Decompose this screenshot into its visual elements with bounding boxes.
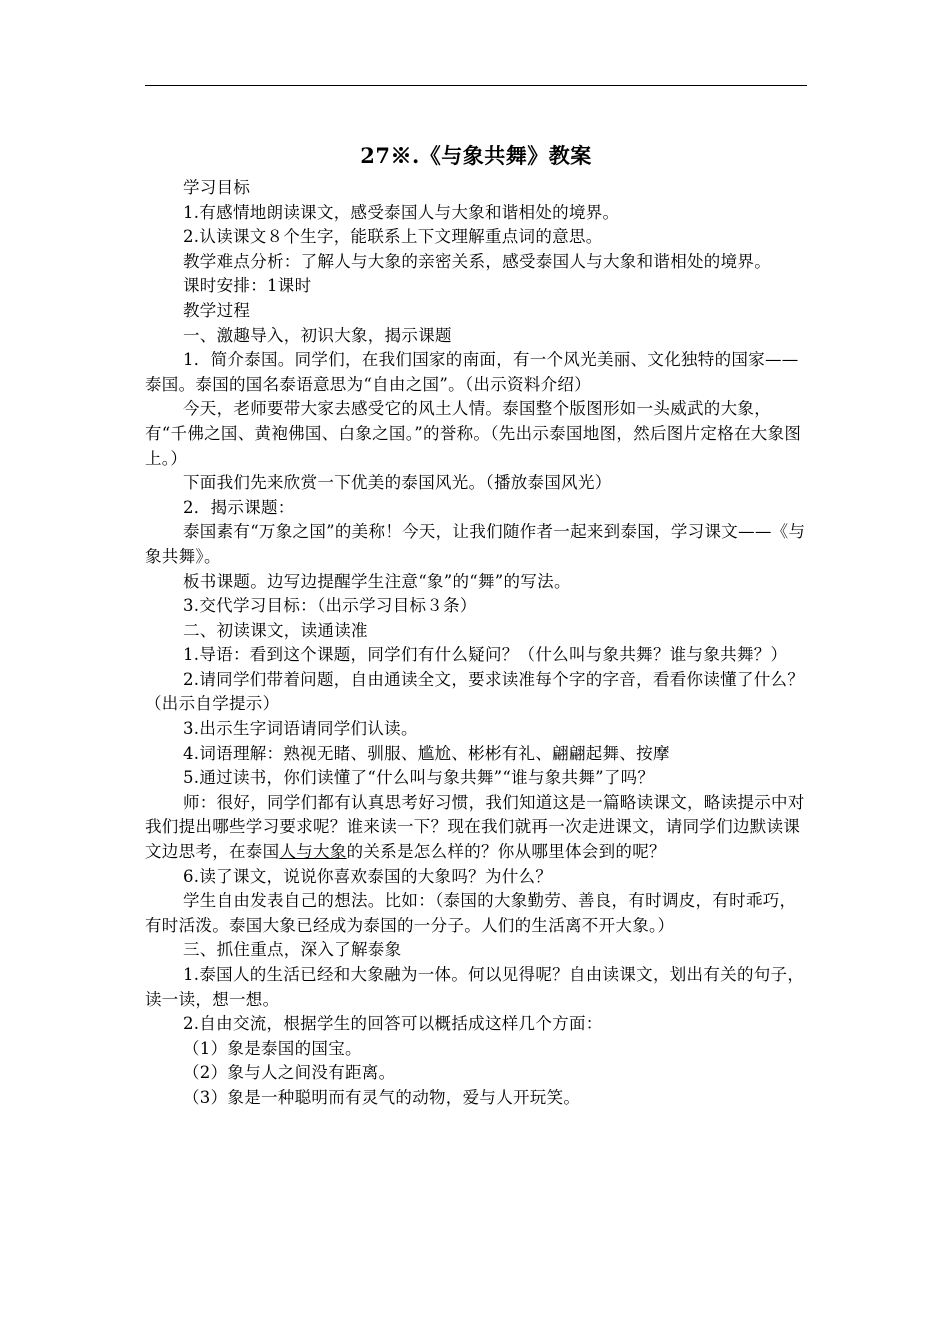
paragraph: 2.请同学们带着问题，自由通读全文，要求读准每个字的字音，看看你读懂了什么？（出示自学提示） [145,669,805,714]
document-body [145,176,807,1111]
paragraph: 2.认读课文８个生字，能联系上下文理解重点词的意思。 [183,227,603,247]
paragraph: 5.通过读书，你们读懂了“什么叫与象共舞”“谁与象共舞”了吗？ [183,768,655,788]
paragraph: 下面我们先来欣赏一下优美的泰国风光。（播放泰国风光） [183,473,612,493]
section-heading: 二、初读课文，读通读准 [183,620,368,640]
paragraph: 课时安排：1课时 [183,276,312,296]
section-heading: 三、抓住重点，深入了解泰象 [183,940,402,960]
paragraph: 板书课题。边写边提醒学生注意“象”的“舞”的写法。 [183,571,571,591]
paragraph: 2.自由交流，根据学生的回答可以概括成这样几个方面： [183,1014,603,1034]
header-rule [145,85,807,86]
paragraph: 4.词语理解：熟视无睹、驯服、尴尬、彬彬有礼、翩翩起舞、按摩 [183,743,670,763]
section-heading: 一、激趣导入，初识大象，揭示课题 [183,325,452,345]
paragraph: 3.交代学习目标：（出示学习目标３条） [183,596,477,616]
paragraph: 1.有感情地朗读课文，感受泰国人与大象和谐相处的境界。 [183,202,620,222]
paragraph: 教学难点分析：了解人与大象的亲密关系，感受泰国人与大象和谐相处的境界。 [183,251,771,271]
text-run: 的关系是怎么样的？你从哪里体会到的呢？ [346,842,666,862]
paragraph [145,791,807,865]
paragraph: 泰国素有“万象之国”的美称！今天，让我们随作者一起来到泰国，学习课文——《与象共舞》。 [145,522,806,566]
paragraph: 1.导语：看到这个课题，同学们有什么疑问？（什么叫与象共舞？谁与象共舞？） [183,645,788,665]
paragraph: 今天，老师要带大家去感受它的风土人情。泰国整个版图形如一头威武的大象，有“千佛之国、黄袍佛国、白象之国。”的誉称。（先出示泰国地图，然后图片定格在大象图上。） [145,399,802,468]
document-title: 27※.《与象共舞》教案 [360,143,592,168]
paragraph: 1.泰国人的生活已经和大象融为一体。何以见得呢？自由读课文，划出有关的句子，读一读，想一想。 [145,965,805,1009]
paragraph: 3.出示生字词语请同学们认读。 [183,719,418,739]
list-item: （1）象是泰国的国宝。 [183,1038,362,1058]
paragraph: 学生自由发表自己的想法。比如：（泰国的大象勤劳、善良，有时调皮，有时乖巧，有时活泼。泰国大象已经成为泰国的一分子。人们的生活离不开大象。） [145,891,797,935]
paragraph: 1．简介泰国。同学们，在我们国家的南面，有一个风光美丽、文化独特的国家——泰国。泰国的国名泰语意思为“自由之国”。（出示资料介绍） [145,350,799,394]
paragraph: 6.读了课文，说说你喜欢泰国的大象吗？为什么？ [183,866,553,886]
list-item: （3）象是一种聪明而有灵气的动物，爱与人开玩笑。 [183,1087,581,1107]
list-item: （2）象与人之间没有距离。 [183,1063,396,1083]
paragraph: 2．揭示课题： [183,497,295,517]
paragraph: 学习目标 [183,178,251,197]
text-run: 师：很好，同学们都有认真思考好习惯，我们知道这是一篇略读课文，略读提示中对我们提出哪些学习要求呢？谁来读一下？现在我们就再一次走进课文，请同学们边默读课文边思考，在泰国 [145,792,805,862]
underlined-text: 人与大象 [279,842,347,862]
paragraph: 教学过程 [183,300,251,320]
